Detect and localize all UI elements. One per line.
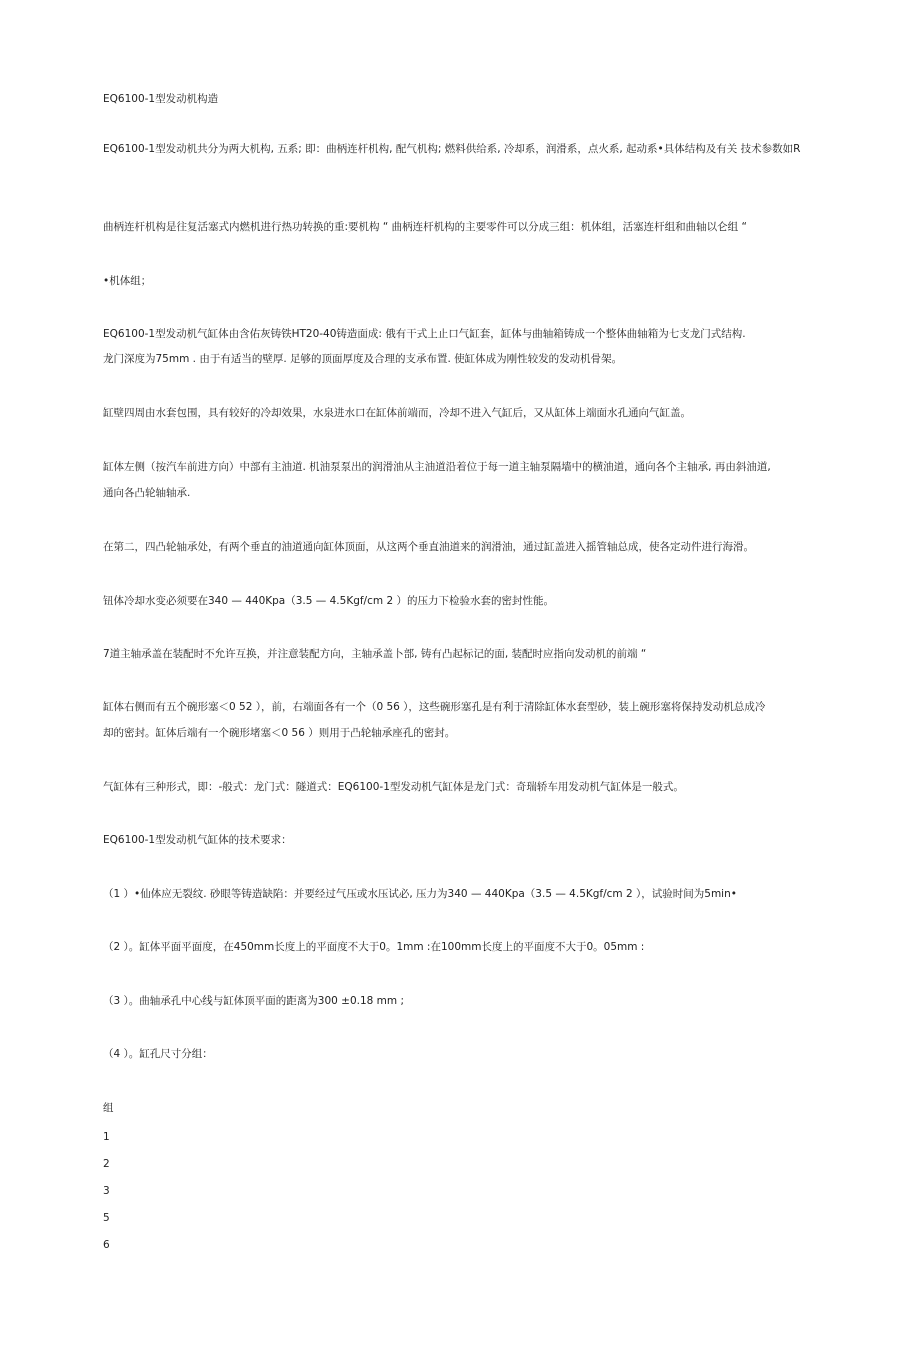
plug-paragraph-line-1: 缸体右侧而有五个碗形塞＜0 52 ），前，右端面各有一个（0 56 ），这些碗形塞孔是有利于清除缸体水套型砂，装上碗形塞将保持发动机总成冷 <box>103 701 766 713</box>
requirement-3: （3 ）。曲轴承孔中心线与缸体顶平面的距离为300 ±0.18 mm ; <box>103 995 404 1007</box>
group-column-header: 组 <box>103 1102 114 1114</box>
oil-gallery-paragraph-line-2: 通向各凸轮轴轴承. <box>103 487 191 499</box>
technical-requirements-heading: EQ6100-1型发动机气缸体的技术要求： <box>103 834 292 846</box>
main-bearing-cap-paragraph: 7道主轴承盖在装配时不允许互换，并注意装配方向，主轴承盖卜部, 铸有凸起标记的面, 装配时应指向发动机的前端 “ <box>103 648 647 660</box>
oil-gallery-paragraph-line-1: 缸体左侧（按汽车前进方向）中部有主油道. 机油泵泵出的润滑油从主油道沿着位于每一道主轴泵隔墙中的横油道，通向各个主轴承, 再由斜油道, <box>103 461 771 473</box>
crank-mechanism-paragraph: 曲柄连杆机构是往复活塞式内燃机进行热功转换的重:要机构 “ 曲柄连杆机构的主要零件可以分成三组：机体组，活塞连杆组和曲轴以仑组 “ <box>103 221 747 233</box>
section-heading-engine-block: •机体组； <box>103 275 152 287</box>
group-item: 5 <box>103 1212 110 1224</box>
group-item: 6 <box>103 1239 110 1251</box>
requirement-2: （2 ）。缸体平面平面度，在450mm长度上的平面度不大于0。1mm :在100mm长度上的平面度不大于0。05mm : <box>103 941 645 953</box>
requirement-4: （4 ）。缸孔尺寸分组： <box>103 1048 213 1060</box>
doc-title: EQ6100-1型发动机构造 <box>103 93 219 105</box>
water-jacket-paragraph: 缸壁四周由水套包围，具有较好的冷却效果，水泉进水口在缸体前端而，冷却不进入气缸后，又从缸体上端面水孔通向气缸盖。 <box>103 407 691 419</box>
water-pressure-test-paragraph: 钮体冷却水变必须要在340 — 440Kpa（3.5 — 4.5Kgf/cm 2 ）的压力下检验水套的密封性能。 <box>103 595 554 607</box>
intro-paragraph: EQ6100-1型发动机共分为两大机构, 五系; 即：曲柄连杆机构, 配气机构; 燃料供给系, 冷却系，润滑系，点火系, 起动系•具体结构及有关 技术参数如R <box>103 143 801 155</box>
cylinder-block-paragraph-line-2: 龙门深度为75mm . 由于有适当的壁厚. 足够的顶面厚度及合理的支承布置. 使缸体成为刚性较发的发动机骨架。 <box>103 353 623 365</box>
cylinder-block-paragraph-line-1: EQ6100-1型发动机气缸体由含佑灰铸铁HT20-40铸造面成: 俄有干式上止口气缸套，缸体与曲轴箱铸成一个整体曲轴箱为七支龙门式结构. <box>103 328 746 340</box>
plug-paragraph-line-2: 却的密封。缸体后端有一个碗形堵塞＜0 56 ）则用于凸轮轴承座孔的密封。 <box>103 727 456 739</box>
block-types-paragraph: 气缸体有三种形式，即：-般式：龙门式：隧道式：EQ6100-1型发动机气缸体是龙门式：奇瑞轿车用发动机气缸体是一般式。 <box>103 781 684 793</box>
requirement-1: （1 ）•仙体应无裂纹. 砂眼等铸造缺陷：并要经过气压或水压试必, 压力为340 — 440Kpa（3.5 — 4.5Kgf/cm 2 ），试验时间为5min• <box>103 888 737 900</box>
group-item: 3 <box>103 1185 110 1197</box>
camshaft-bearing-paragraph: 在第二，四凸轮轴承处，有两个垂直的油道通向缸体顶面，从这两个垂直油道来的润滑油，通过缸盖进入摇管轴总成，使各定动件进行海滑。 <box>103 541 754 553</box>
group-item: 2 <box>103 1158 110 1170</box>
group-item: 1 <box>103 1131 110 1143</box>
